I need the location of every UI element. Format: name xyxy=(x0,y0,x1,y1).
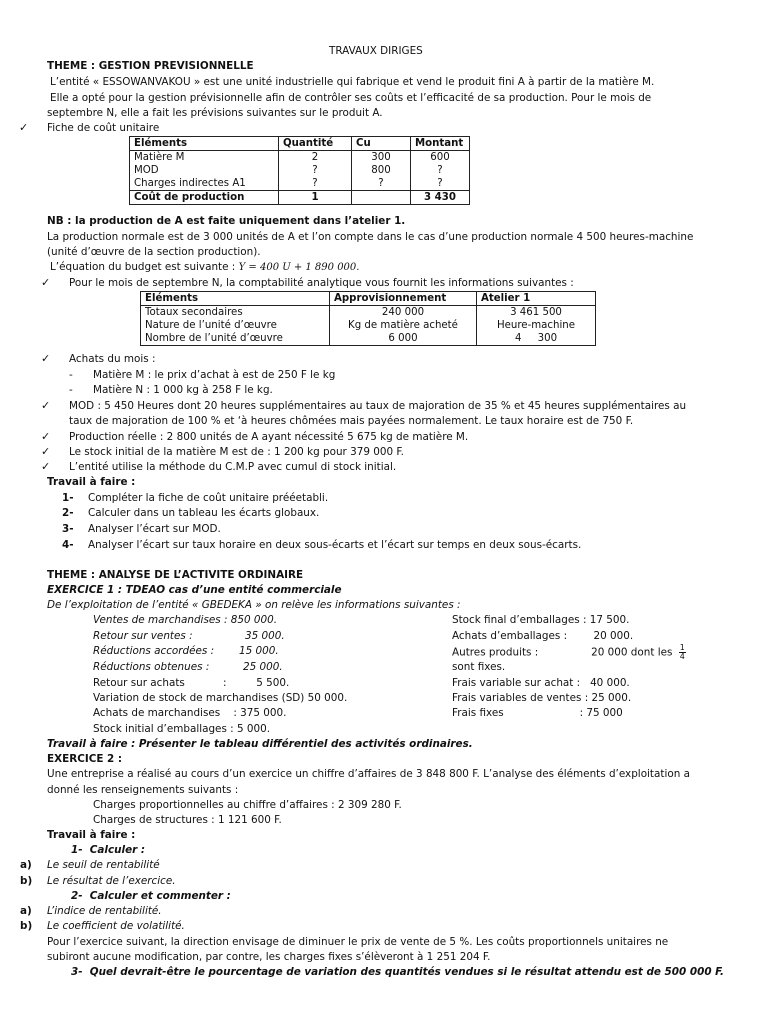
exercise2-title: EXERCICE 2 : xyxy=(47,753,123,765)
table-cell: Kg de matière acheté xyxy=(330,319,477,332)
left-item: Ventes de marchandises : 850 000. xyxy=(93,614,278,626)
doc-title: TRAVAUX DIRIGES xyxy=(329,45,423,57)
right-item: Frais variables de ventes : 25 000. xyxy=(452,692,632,704)
cost-unit-table xyxy=(129,136,470,205)
table-cell xyxy=(352,191,411,205)
achats-label: ✓ Achats du mois : xyxy=(69,352,155,366)
theme2-heading: THEME : ANALYSE DE L’ACTIVITE ORDINAIRE xyxy=(47,569,304,581)
table-header-cell: Quantité xyxy=(279,137,352,151)
table-header-row xyxy=(130,137,470,151)
table-cell: MOD xyxy=(130,164,279,177)
theme1-intro-line3: septembre N, elle a fait les prévisions suivantes sur le produit A. xyxy=(47,107,383,119)
table-cell: Totaux secondaires xyxy=(141,306,330,320)
table-cell: Charges indirectes A1 xyxy=(130,177,279,191)
left-item: Stock initial d’emballages : 5 000. xyxy=(93,723,271,735)
budget-equation: Y = 400 U + 1 890 000. xyxy=(238,262,360,273)
next-year-para-line1: Pour l’exercice suivant, la direction envisage de diminuer le prix de vente de 5 %. Les coûts proportionnels unitaires ne xyxy=(47,936,669,948)
task-item: 4- Analyser l’écart sur taux horaire en deux sous-écarts et l’écart sur temps en deux sous-écarts. xyxy=(62,539,582,551)
table-row xyxy=(130,177,470,191)
right-item: sont fixes. xyxy=(452,661,506,673)
task-item: 3- Analyser l’écart sur MOD. xyxy=(62,523,221,535)
table-header-cell: Montant xyxy=(411,137,470,151)
achat-matiere-n: - Matière N : 1 000 kg à 258 F le kg. xyxy=(69,384,273,396)
table-cell: 4 300 xyxy=(477,332,596,346)
left-item: Réductions obtenues : 25 000. xyxy=(93,661,283,673)
table-cell: 3 430 xyxy=(411,191,470,205)
september-label: ✓ Pour le mois de septembre N, la comptabilité analytique vous fournit les informations suivantes : xyxy=(69,276,574,290)
table-row xyxy=(141,306,596,320)
question-1a: Le seuil de rentabilité xyxy=(47,859,160,871)
table-cell: 2 xyxy=(279,151,352,165)
left-item: Variation de stock de marchandises (SD) 50 000. xyxy=(93,692,348,704)
table-cell: Nature de l’unité d’œuvre xyxy=(141,319,330,332)
exercise1-task: Travail à faire : Présenter le tableau différentiel des activités ordinaires. xyxy=(47,738,473,750)
table-cell: Matière M xyxy=(130,151,279,165)
letter-b: b) xyxy=(20,920,33,932)
production-para-line1: La production normale est de 3 000 unités de A et l’on compte dans le cas d’une production normale 4 500 heures-machine xyxy=(47,231,694,243)
table-cell: ? xyxy=(279,164,352,177)
table-total-row xyxy=(130,191,470,205)
table-header-cell: Eléments xyxy=(130,137,279,151)
right-item: Achats d’emballages : 20 000. xyxy=(452,630,634,642)
table-header-cell: Cu xyxy=(352,137,411,151)
table-cell: ? xyxy=(411,164,470,177)
theme1-heading: THEME : GESTION PREVISIONNELLE xyxy=(47,60,254,72)
table-cell: 300 xyxy=(352,151,411,165)
table-cell: Nombre de l’unité d’œuvre xyxy=(141,332,330,346)
exercise2-para-line2: donné les renseignements suivants : xyxy=(47,784,239,796)
mod-line1: ✓ MOD : 5 450 Heures dont 20 heures supplémentaires au taux de majoration de 35 % et 45 heures supplémentaires au xyxy=(69,399,686,413)
letter-b: b) xyxy=(20,875,33,887)
question-2b: Le coefficient de volatilité. xyxy=(47,920,185,932)
table-header-row xyxy=(141,292,596,306)
table-cell: 800 xyxy=(352,164,411,177)
task-item: 1- Compléter la fiche de coût unitaire prééetabli. xyxy=(62,492,329,504)
production-reelle: ✓ Production réelle : 2 800 unités de A ayant nécessité 5 675 kg de matière M. xyxy=(69,430,468,444)
next-year-para-line2: subiront aucune modification, par contre, les charges fixes s’élèveront à 1 251 204 F. xyxy=(47,951,491,963)
table-row xyxy=(130,151,470,165)
theme1-intro-line1: L’entité « ESSOWANVAKOU » est une unité industrielle qui fabrique et vend le produit fini A à partir de la matière M. xyxy=(50,76,655,88)
table-cell: Coût de production xyxy=(130,191,279,205)
left-item: Achats de marchandises : 375 000. xyxy=(93,707,287,719)
mod-line2: taux de majoration de 100 % et ‘à heures chômées mais payées normalement. Le taux horaire est de 750 F. xyxy=(69,415,634,427)
budget-equation-line xyxy=(50,260,359,275)
left-item: Retour sur achats : 5 500. xyxy=(93,677,290,689)
travail-heading: Travail à faire : xyxy=(47,476,136,488)
left-item: Retour sur ventes : 35 000. xyxy=(93,630,285,642)
stock-initial: ✓ Le stock initial de la matière M est de : 1 200 kg pour 379 000 F. xyxy=(69,445,404,459)
table-cell: ? xyxy=(352,177,411,191)
table-header-cell: Approvisionnement xyxy=(330,292,477,306)
left-item: Réductions accordées : 15 000. xyxy=(93,645,279,657)
travail2-heading: Travail à faire : xyxy=(47,829,136,841)
theme1-intro-line2: Elle a opté pour la gestion prévisionnelle afin de contrôler ses coûts et l’efficacité de sa production. Pour le mois de xyxy=(50,92,652,104)
task-item: 2- Calculer dans un tableau les écarts globaux. xyxy=(62,507,320,519)
question-1: 1- Calculer : xyxy=(71,844,146,856)
table-cell: 1 xyxy=(279,191,352,205)
analytic-table xyxy=(140,291,596,346)
cmp-method: ✓ L’entité utilise la méthode du C.M.P avec cumul di stock initial. xyxy=(69,460,396,474)
question-3: 3- Quel devrait-être le pourcentage de variation des quantités vendues si le résultat attendu est de 500 000 F. xyxy=(71,966,724,978)
nb-note: NB : la production de A est faite uniquement dans l’atelier 1. xyxy=(47,215,406,227)
table-cell: ? xyxy=(279,177,352,191)
budget-label: L’équation du budget est suivante : xyxy=(50,261,236,273)
letter-a: a) xyxy=(20,859,32,871)
table-header-cell: Eléments xyxy=(141,292,330,306)
table-row xyxy=(130,164,470,177)
table-cell: 6 000 xyxy=(330,332,477,346)
exercise2-para-line1: Une entreprise a réalisé au cours d’un exercice un chiffre d’affaires de 3 848 800 F. L’analyse des éléments d’exploitation a xyxy=(47,768,690,780)
production-para-line2: (unité d’œuvre de la section production). xyxy=(47,246,261,258)
table-cell: Heure-machine xyxy=(477,319,596,332)
question-2: 2- Calculer et commenter : xyxy=(71,890,231,902)
table-row xyxy=(141,332,596,346)
question-2a: L’indice de rentabilité. xyxy=(47,905,162,917)
right-item: Frais variable sur achat : 40 000. xyxy=(452,677,630,689)
charges-structures: Charges de structures : 1 121 600 F. xyxy=(93,814,282,826)
right-item: Autres produits : 20 000 dont les $\frac{1}{4}$ xyxy=(452,643,685,661)
table-cell: 600 xyxy=(411,151,470,165)
table-cell: 240 000 xyxy=(330,306,477,320)
fiche-label: ✓ Fiche de coût unitaire xyxy=(47,121,159,135)
right-item: Stock final d’emballages : 17 500. xyxy=(452,614,630,626)
exercise1-intro: De l’exploitation de l’entité « GBEDEKA » on relève les informations suivantes : xyxy=(47,599,461,611)
table-header-cell: Atelier 1 xyxy=(477,292,596,306)
right-item: Frais fixes : 75 000 xyxy=(452,707,623,719)
charges-proportionnelles: Charges proportionnelles au chiffre d’affaires : 2 309 280 F. xyxy=(93,799,402,811)
question-1b: Le résultat de l’exercice. xyxy=(47,875,176,887)
achat-matiere-m: - Matière M : le prix d’achat à est de 250 F le kg xyxy=(69,369,336,381)
table-row xyxy=(141,319,596,332)
letter-a: a) xyxy=(20,905,32,917)
fraction: $\frac{1}{4}$ xyxy=(679,643,685,661)
table-cell: 3 461 500 xyxy=(477,306,596,320)
table-cell: ? xyxy=(411,177,470,191)
exercise1-title: EXERCICE 1 : TDEAO cas d’une entité commerciale xyxy=(47,584,342,596)
